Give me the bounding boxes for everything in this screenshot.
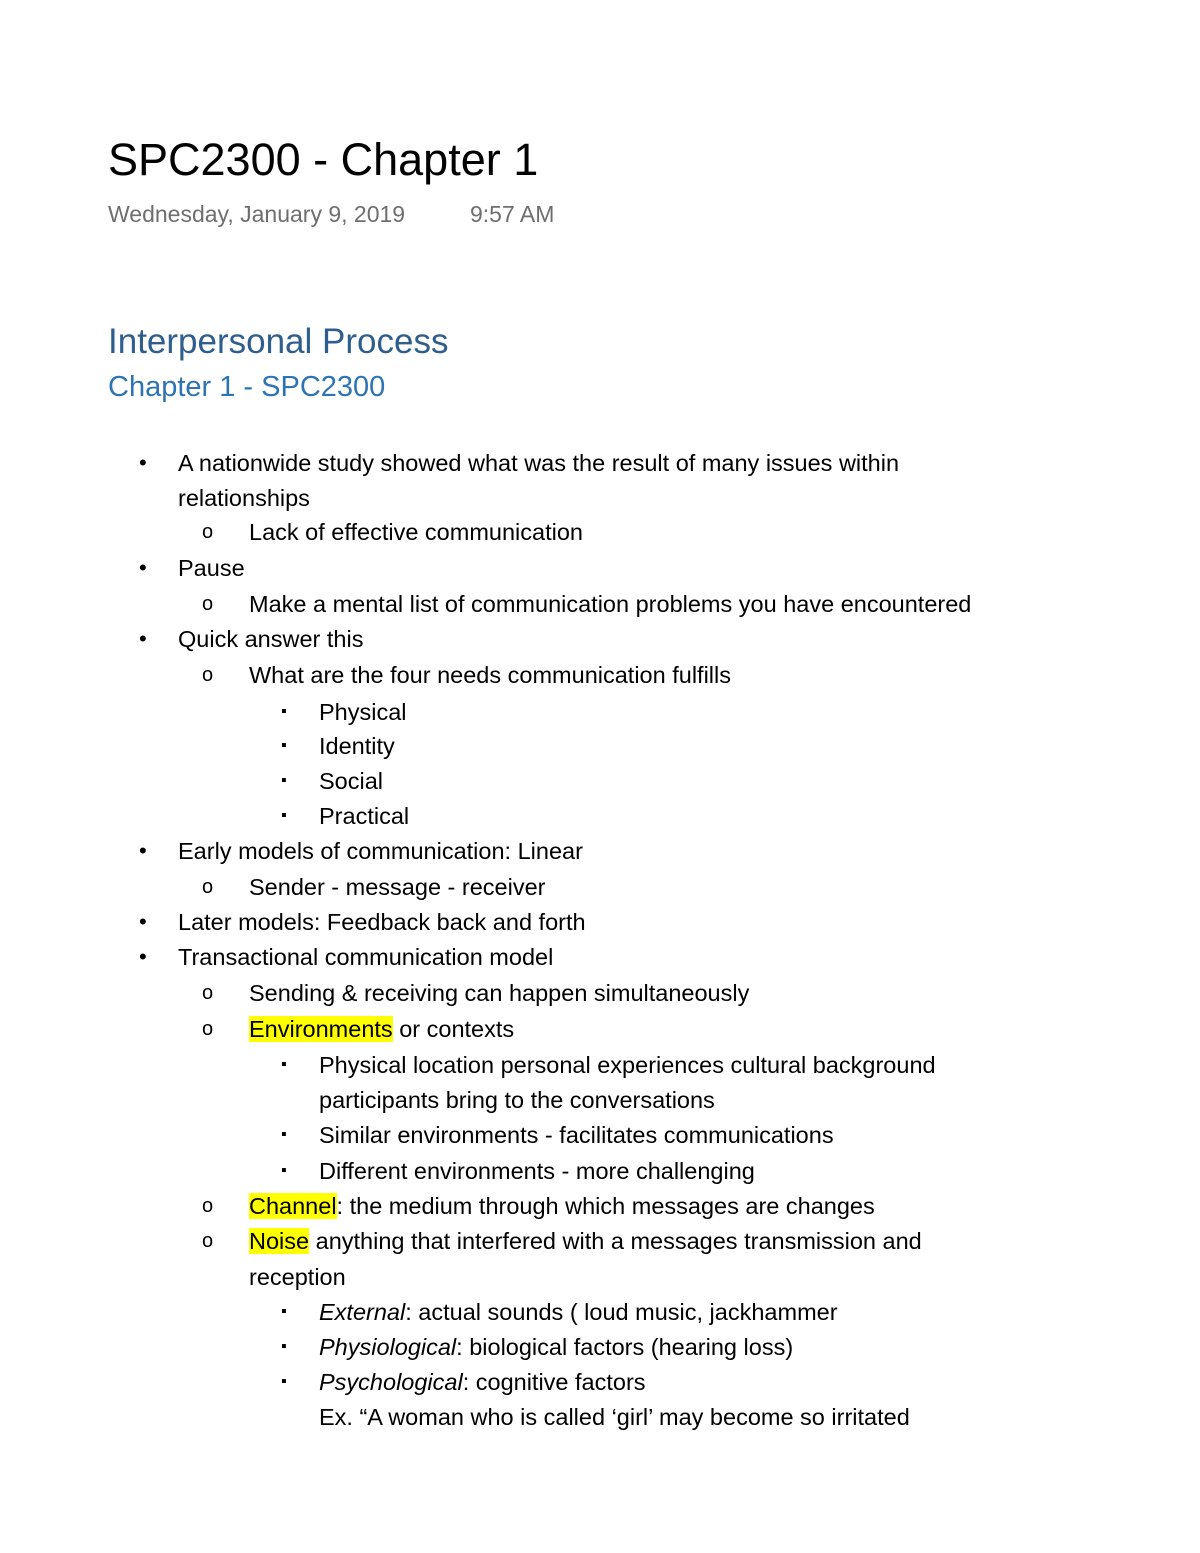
list-item: Social — [319, 768, 384, 794]
list-item: Lack of effective communication — [249, 519, 583, 545]
bullet-level3: ▪ — [281, 1303, 287, 1320]
list-item — [249, 1190, 875, 1222]
bullet-level3: ▪ — [281, 1056, 287, 1073]
bullet-level3: ▪ — [281, 1162, 287, 1179]
bullet-level2: o — [202, 664, 214, 686]
bullet-level1: • — [139, 838, 147, 863]
bullet-level2: o — [202, 1195, 214, 1217]
bullet-level2: o — [202, 521, 214, 543]
bullet-level2: o — [202, 982, 214, 1004]
page-title: SPC2300 - Chapter 1 — [108, 134, 539, 185]
bullet-level2: o — [202, 1230, 214, 1252]
list-item-text: : biological factors (hearing loss) — [456, 1334, 794, 1360]
list-item — [319, 1366, 646, 1398]
list-item: Transactional communication model — [178, 944, 554, 970]
list-item: Pause — [178, 555, 245, 581]
bullet-level3: ▪ — [281, 1373, 287, 1390]
list-item: Identity — [319, 733, 395, 759]
bullet-level3: ▪ — [281, 1338, 287, 1355]
italic-term: Psychological — [319, 1369, 463, 1395]
bullet-level3: ▪ — [281, 807, 287, 824]
list-item — [319, 1331, 793, 1363]
list-item — [319, 1296, 838, 1328]
bullet-level2: o — [202, 593, 214, 615]
highlighted-term: Noise — [249, 1228, 310, 1254]
bullet-level1: • — [139, 450, 147, 475]
list-item-continuation: reception — [249, 1264, 346, 1290]
bullet-level1: • — [139, 555, 147, 580]
list-item: What are the four needs communication fulfills — [249, 662, 731, 688]
highlighted-term: Channel — [249, 1193, 337, 1219]
bullet-level3: ▪ — [281, 1126, 287, 1143]
list-item-continuation: participants bring to the conversations — [319, 1087, 715, 1113]
list-item-continuation: Ex. “A woman who is called ‘girl’ may become so irritated — [319, 1404, 910, 1430]
bullet-level3: ▪ — [281, 737, 287, 754]
bullet-level2: o — [202, 1018, 214, 1040]
note-date: Wednesday, January 9, 2019 — [108, 201, 406, 227]
list-item: Make a mental list of communication problems you have encountered — [249, 591, 972, 617]
list-item: Sender - message - receiver — [249, 874, 546, 900]
italic-term: Physiological — [319, 1334, 457, 1360]
list-item-text: or contexts — [392, 1016, 515, 1042]
list-item: Different environments - more challenging — [319, 1158, 755, 1184]
list-item: A nationwide study showed what was the result of many issues within — [178, 450, 900, 476]
list-item-text: : actual sounds ( loud music, jackhammer — [405, 1299, 838, 1325]
note-time: 9:57 AM — [470, 201, 555, 227]
list-item — [249, 1225, 922, 1257]
list-item: Physical location personal experiences cultural background — [319, 1052, 936, 1078]
bullet-level2: o — [202, 876, 214, 898]
list-item-continuation: relationships — [178, 485, 310, 511]
highlighted-term: Environments — [249, 1016, 393, 1042]
list-item: Practical — [319, 803, 410, 829]
bullet-level3: ▪ — [281, 703, 287, 720]
italic-term: External — [319, 1299, 406, 1325]
bullet-level1: • — [139, 944, 147, 969]
list-item-text: : the medium through which messages are changes — [336, 1193, 875, 1219]
list-item: Later models: Feedback back and forth — [178, 909, 586, 935]
list-item: Physical — [319, 699, 407, 725]
bullet-level1: • — [139, 626, 147, 651]
list-item-text: anything that interfered with a messages transmission and — [309, 1228, 922, 1254]
list-item — [249, 1013, 514, 1045]
list-item: Early models of communication: Linear — [178, 838, 583, 864]
list-item: Similar environments - facilitates communications — [319, 1122, 834, 1148]
list-item: Quick answer this — [178, 626, 364, 652]
list-item-text: : cognitive factors — [462, 1369, 646, 1395]
heading-2: Chapter 1 - SPC2300 — [108, 371, 386, 403]
bullet-level1: • — [139, 909, 147, 934]
list-item: Sending & receiving can happen simultaneously — [249, 980, 750, 1006]
bullet-level3: ▪ — [281, 772, 287, 789]
heading-1: Interpersonal Process — [108, 322, 449, 361]
